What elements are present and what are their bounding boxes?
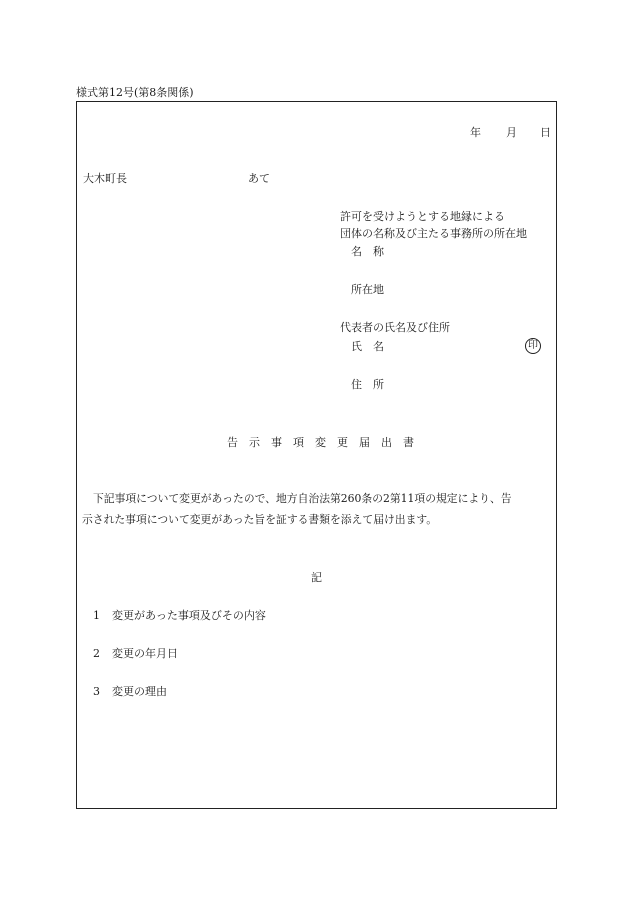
title-char: 書 [403,436,414,449]
org-address-label: 所在地 [351,283,384,296]
body-line-1: 下記事項について変更があったので、地方自治法第260条の2第11項の規定により、告 [93,492,512,505]
title-char: 示 [249,436,260,449]
date-day-label: 日 [540,126,551,139]
item-2-label: 変更の年月日 [112,647,178,660]
title-char: 告 [227,436,238,449]
title-char: 届 [359,436,370,449]
representative-name-label: 氏 名 [351,340,384,353]
applicant-heading-line2: 団体の名称及び主たる事務所の所在地 [340,227,527,240]
form-number: 様式第12号(第8条関係) [76,86,194,99]
title-char: 事 [271,436,282,449]
item-2-number: 2 [93,647,100,660]
org-name-label: 名 称 [351,245,384,258]
date-month-label: 月 [506,126,517,139]
seal-mark: 印 [525,338,541,354]
item-1-label: 変更があった事項及びその内容 [112,609,266,622]
title-char: 変 [315,436,326,449]
item-3-number: 3 [93,685,100,698]
title-char: 出 [381,436,392,449]
form-frame [76,101,557,809]
representative-heading: 代表者の氏名及び住所 [340,321,450,334]
applicant-heading-line1: 許可を受けようとする地縁による [340,210,505,223]
addressee-suffix: あて [248,172,270,185]
title-char: 更 [337,436,348,449]
addressee-name: 大木町長 [83,172,127,185]
item-3-label: 変更の理由 [112,685,167,698]
ki-heading: 記 [311,571,322,584]
title-char: 項 [293,436,304,449]
date-year-label: 年 [470,126,481,139]
item-1-number: 1 [93,609,100,622]
body-line-2: 示された事項について変更があった旨を証する書類を添えて届け出ます。 [82,513,438,526]
representative-address-label: 住 所 [351,378,384,391]
